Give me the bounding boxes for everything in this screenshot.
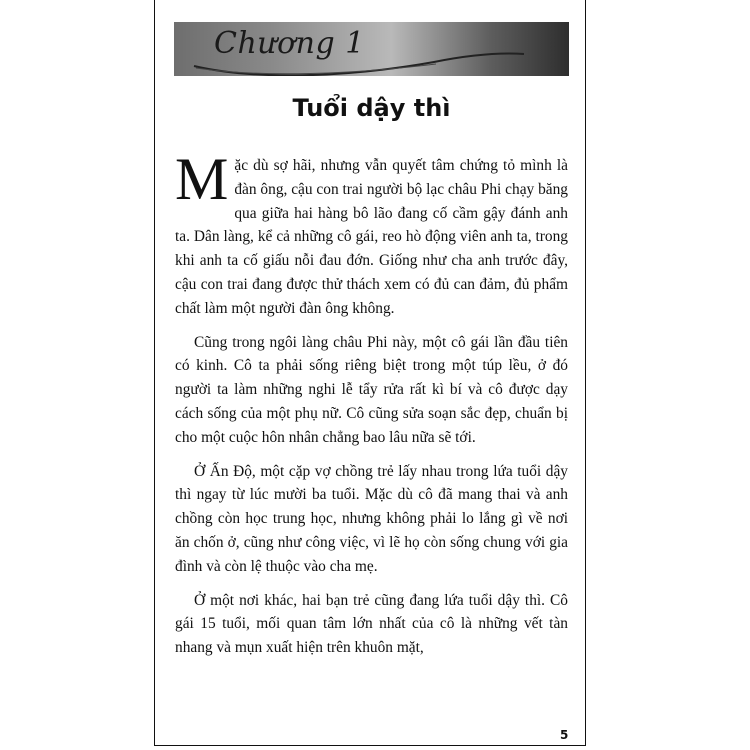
drop-cap: M [175, 146, 229, 212]
page-number: 5 [560, 728, 569, 742]
body-text [175, 146, 568, 670]
page-title: Tuổi dậy thì [292, 94, 451, 122]
chapter-label: Chương 1 [214, 26, 365, 61]
paragraph-3: Ở Ấn Độ, một cặp vợ chồng trẻ lấy nhau trong lứa tuổi dậy thì ngay từ lúc mười ba tuổi. Mặc dù cô đã mang thai và anh chồng còn học trung học, nhưng không phải lo lắng gì về nơi ăn chốn ở, cũng như công việc, vì lẽ họ còn sống chung với gia đình và còn lệ thuộc vào cha mẹ. [175, 462, 568, 575]
paragraph-1-text: ặc dù sợ hãi, nhưng vẫn quyết tâm chứng tỏ mình là đàn ông, cậu con trai người bộ lạc châu Phi chạy băng qua giữa hai hàng bô lão đang cố cầm gậy đánh anh ta. Dân làng, kể cả những cô gái, reo hò động viên anh ta, trong khi anh ta cố giấu nỗi đau đớn. Giống như cha anh trước đây, cậu con trai đang được thử thách xem có đủ can đảm, đủ phẩm chất làm một người đàn ông không. [175, 157, 568, 317]
paragraph-4: Ở một nơi khác, hai bạn trẻ cũng đang lứa tuổi dậy thì. Cô gái 15 tuổi, mối quan tâm lớn nhất của cô là những vết tàn nhang và mụn xuất hiện trên khuôn mặt, [175, 591, 568, 657]
paragraph-1 [175, 146, 568, 321]
chapter-banner [174, 22, 569, 76]
paragraph-2: Cũng trong ngôi làng châu Phi này, một cô gái lần đầu tiên có kinh. Cô ta phải sống riêng biệt trong một túp lều, ở đó người ta làm những nghi lễ tẩy rửa rất kì bí và cô được dạy cách sống của một phụ nữ. Cô cũng sửa soạn sắc đẹp, chuẩn bị cho một cuộc hôn nhân chẳng bao lâu nữa sẽ tới. [175, 333, 568, 446]
